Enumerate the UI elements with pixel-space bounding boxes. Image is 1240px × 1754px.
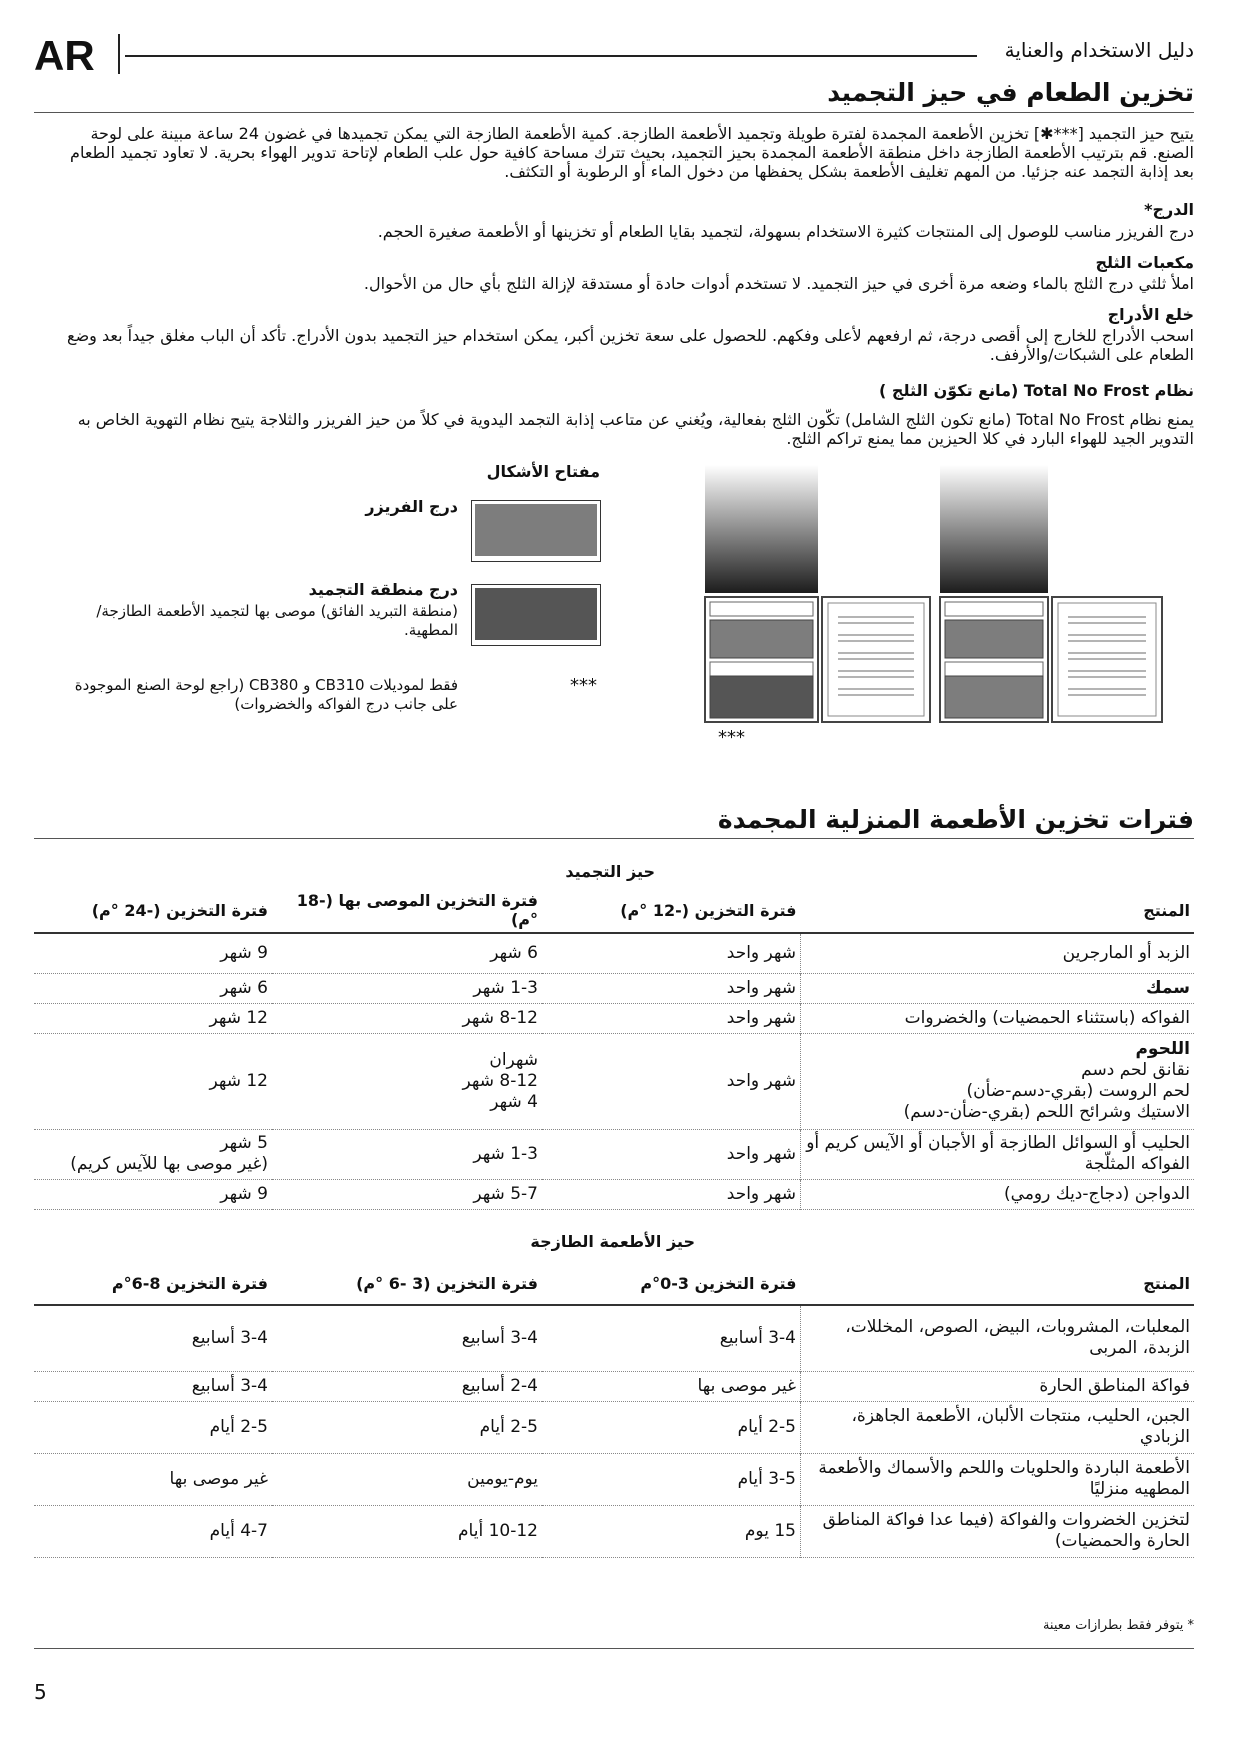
cell-6-8: 2-5 أيام xyxy=(34,1401,272,1453)
cell-18c: 5-7 شهر xyxy=(272,1179,542,1209)
section-title: تخزين الطعام في حيز التجميد xyxy=(827,78,1194,107)
legend-stars: *** xyxy=(570,675,597,696)
table-row xyxy=(34,1305,1194,1371)
cell-12c: شهر واحد xyxy=(542,1033,801,1129)
ice-heading: مكعبات الثلج xyxy=(1095,253,1194,272)
freezing-zone-swatch xyxy=(471,584,601,646)
fresh-header-6-8: فترة التخزين 8-6°م xyxy=(34,1262,272,1305)
cell-24c: 6 شهر xyxy=(34,973,272,1003)
ice-text: املأ ثلثي درج الثلج بالماء وضعه مرة أخرى في حيز التجميد. لا تستخدم أدوات حادة أو مستدقة لإزالة الثلج بأي حال من الأحوال. xyxy=(363,274,1194,293)
cell-3-6: 10-12 أيام xyxy=(272,1505,542,1557)
table-row xyxy=(34,1033,1194,1129)
section-rule xyxy=(34,112,1194,113)
table-row xyxy=(34,933,1194,973)
nofrost-heading: نظام Total No Frost (مانع تكوّن الثلج ) xyxy=(879,381,1194,400)
cell-18c: 1-3 شهر xyxy=(272,973,542,1003)
legend-title: مفتاح الأشكال xyxy=(486,462,600,481)
unit2-shelf1 xyxy=(945,602,1043,616)
illustration-stars: *** xyxy=(718,727,745,748)
fresh-header-row xyxy=(34,1262,1194,1305)
cell-0-3: 3-4 أسابيع xyxy=(542,1305,801,1371)
cell-0-3: 3-5 أيام xyxy=(542,1453,801,1505)
freezer-drawer-fill xyxy=(475,504,597,556)
cell-12c: شهر واحد xyxy=(542,933,801,973)
header-divider xyxy=(118,34,120,74)
cell-product: الحليب أو السوائل الطازجة أو الأجبان أو الآيس كريم أو الفواكه المثلّجة xyxy=(801,1129,1195,1179)
cell-product: فواكة المناطق الحارة xyxy=(801,1371,1195,1401)
fresh-header-0-3: فترة التخزين 3-0°م xyxy=(542,1262,801,1305)
fresh-header-3-6: فترة التخزين (3 -6 °م) xyxy=(272,1262,542,1305)
cell-3-6: 2-4 أسابيع xyxy=(272,1371,542,1401)
table-row xyxy=(34,1401,1194,1453)
cell-6-8: 3-4 أسابيع xyxy=(34,1305,272,1371)
drawer-text: درج الفريزر مناسب للوصول إلى المنتجات كثيرة الاستخدام بسهولة، لتجميد بقايا الطعام أو تخزينها أو الأطعمة صغيرة الحجم. xyxy=(377,222,1194,241)
fresh-header-product: المنتج xyxy=(801,1262,1195,1305)
unit1-upper xyxy=(705,465,818,593)
header-18c: فترة التخزين الموصى بها (-18 °م) xyxy=(272,888,542,933)
header-rule xyxy=(125,55,977,57)
meat-items: نقانق لحم دسم لحم الروست (بقري-دسم-ضأن) الاستيك وشرائح اللحم (بقري-ضأن-دسم) xyxy=(903,1060,1190,1122)
cell-24c: 5 شهر (غير موصى بها للآيس كريم) xyxy=(34,1129,272,1179)
unit2-drawer1 xyxy=(945,620,1043,658)
cell-3-6: 2-5 أيام xyxy=(272,1401,542,1453)
guide-title: دليل الاستخدام والعناية xyxy=(1004,38,1194,62)
cell-product: الدواجن (دجاج-ديك رومي) xyxy=(801,1179,1195,1209)
unit1-shelf1 xyxy=(710,602,813,616)
meat-heading: اللحوم xyxy=(1135,1039,1190,1059)
unit2-upper xyxy=(940,465,1048,593)
cell-3-6: يوم-يومين xyxy=(272,1453,542,1505)
table-row xyxy=(34,1453,1194,1505)
cell-18c: 1-3 شهر xyxy=(272,1129,542,1179)
cell-6-8: غير موصى بها xyxy=(34,1453,272,1505)
header-24c: فترة التخزين (-24 °م) xyxy=(34,888,272,933)
cell-product: المعلبات، المشروبات، البيض، الصوص، المخللات، الزبدة، المربى xyxy=(801,1305,1195,1371)
page-number: 5 xyxy=(34,1680,47,1704)
cell-24c: 9 شهر xyxy=(34,933,272,973)
fresh-storage-table xyxy=(34,1262,1194,1558)
legend-freezing-zone-title: درج منطقة التجميد xyxy=(308,580,458,599)
fresh-group-title: حيز الأطعمة الطازجة xyxy=(530,1232,695,1251)
legend-freezer-drawer: درج الفريزر xyxy=(365,497,458,516)
nofrost-text: يمنع نظام Total No Frost (مانع تكون الثلج الشامل) تكّون الثلج بفعالية، ويُغني عن متاعب إذابة التجمد اليدوية في كلاً من حيز الفريزر والثلاجة يتيح نظام التهوية الخاص به التدوير الجيد للهواء البارد في كلا الحيزين مما يمنع تراكم الثلج. xyxy=(77,410,1194,448)
cell-24c: 12 شهر xyxy=(34,1003,272,1033)
legend-freezing-zone-text: (منطقة التبريد الفائق) موصى بها لتجميد الأطعمة الطازجة/ المطهية. xyxy=(96,602,458,639)
unit1-shelf2 xyxy=(710,662,813,676)
cell-product: الجبن، الحليب، منتجات الألبان، الأطعمة الجاهزة، الزبادي xyxy=(801,1401,1195,1453)
cell-12c: شهر واحد xyxy=(542,1179,801,1209)
unit2-shelf2 xyxy=(945,662,1043,676)
unit2-drawer2 xyxy=(945,676,1043,718)
storage-title: فترات تخزين الأطعمة المنزلية المجمدة xyxy=(717,805,1194,834)
cell-product: لتخزين الخضروات والفواكة (فيما عدا فواكة المناطق الحارة والحمضيات) xyxy=(801,1505,1195,1557)
cell-18c: 8-12 شهر xyxy=(272,1003,542,1033)
cell-0-3: غير موصى بها xyxy=(542,1371,801,1401)
remove-drawers-text: اسحب الأدراج للخارج إلى أقصى درجة، ثم ارفعهم لأعلى وفكهم. للحصول على سعة تخزين أكبر، يمكن استخدام حيز التجميد بدون الأدراج. تأكد أن الباب مغلق جيداً بعد وضع الطعام على الشبكات/والأرفف. xyxy=(67,326,1194,364)
freezing-zone-fill xyxy=(475,588,597,640)
storage-rule xyxy=(34,838,1194,839)
freezer-drawer-swatch xyxy=(471,500,601,562)
freezer-header-row xyxy=(34,888,1194,933)
cell-18c: 6 شهر xyxy=(272,933,542,973)
header-12c: فترة التخزين (-12 °م) xyxy=(542,888,801,933)
unit1-zone xyxy=(710,676,813,718)
cell-24c: 9 شهر xyxy=(34,1179,272,1209)
intro-paragraph: يتيح حيز التجميد [***✱] تخزين الأطعمة المجمدة لفترة طويلة وتجميد الأطعمة الطازجة. كمية الأطعمة الطازجة التي يمكن تجميدها في غضون 24 ساعة مبينة على لوحة الصنع. قم بترتيب الأطعمة الطازجة داخل منطقة الأطعمة المجمدة بحيز التجميد، بحيث تترك مساحة كافية حول علب الطعام لإتاحة تدوير الهواء بحرية. لا تعاود تجميد الطعام بعد إذابة التجمد عنه جزئيا. من المهم تغليف الأطعمة بشكل يحفظها من دخول الماء أو الرطوبة أو التكثف. xyxy=(70,124,1194,181)
unit1-drawer1 xyxy=(710,620,813,658)
header-product: المنتج xyxy=(801,888,1195,933)
cell-0-3: 15 يوم xyxy=(542,1505,801,1557)
cell-12c: شهر واحد xyxy=(542,1129,801,1179)
freezer-illustration xyxy=(700,465,1205,750)
cell-product: الزبد أو المارجرين xyxy=(801,933,1195,973)
table-row xyxy=(34,1003,1194,1033)
table-row xyxy=(34,1505,1194,1557)
cell-0-3: 2-5 أيام xyxy=(542,1401,801,1453)
cell-product: الأطعمة الباردة والحلويات واللحم والأسماك والأطعمة المطهيه منزليًا xyxy=(801,1453,1195,1505)
freezer-group-title: حيز التجميد xyxy=(565,862,655,881)
cell-18c: شهران 8-12 شهر 4 شهر xyxy=(272,1033,542,1129)
cell-6-8: 4-7 أيام xyxy=(34,1505,272,1557)
cell-product: الفواكه (باستثناء الحمضيات) والخضروات xyxy=(801,1003,1195,1033)
footnote: * يتوفر فقط بطرازات معينة xyxy=(1042,1618,1194,1633)
language-code: AR xyxy=(34,32,95,79)
cell-12c: شهر واحد xyxy=(542,1003,801,1033)
table-row xyxy=(34,1179,1194,1209)
cell-12c: شهر واحد xyxy=(542,973,801,1003)
table-row xyxy=(34,1129,1194,1179)
footer-rule xyxy=(34,1648,1194,1649)
cell-24c: 12 شهر xyxy=(34,1033,272,1129)
cell-6-8: 3-4 أسابيع xyxy=(34,1371,272,1401)
drawer-heading: الدرج* xyxy=(1144,200,1194,219)
remove-drawers-heading: خلع الأدراج xyxy=(1107,305,1194,324)
table-row xyxy=(34,973,1194,1003)
table-row xyxy=(34,1371,1194,1401)
legend-models-note: فقط لموديلات CB310 و CB380 (راجع لوحة الصنع الموجودة على جانب درج الفواكه والخضروات) xyxy=(74,676,458,713)
freezer-storage-table xyxy=(34,888,1194,1210)
cell-product: سمك xyxy=(801,973,1195,1003)
cell-3-6: 3-4 أسابيع xyxy=(272,1305,542,1371)
cell-product xyxy=(801,1033,1195,1129)
